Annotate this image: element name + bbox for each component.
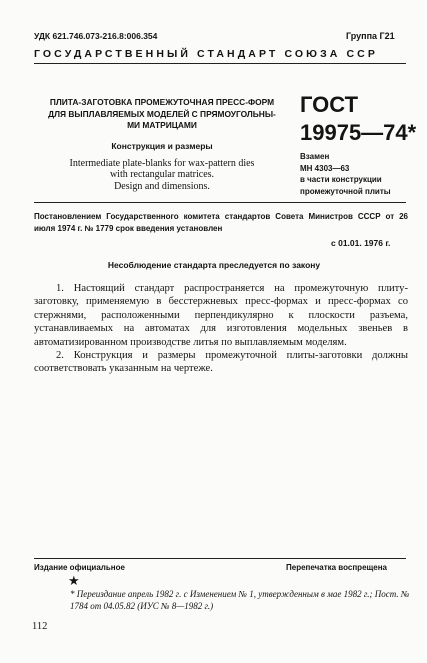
title-ru-line-1: ПЛИТА-ЗАГОТОВКА ПРОМЕЖУТОЧНАЯ ПРЕСС-ФОРМ bbox=[49, 97, 275, 107]
paragraph-1: 1. Настоящий стандарт распространяется на промежуточную плиту-заготовку, применяемую в бесстержневых пресс-формах и пресс-формах со стержнями, расположенными перпендикулярно к плоскости разъема, устанавливаемых на автоматах для изготовления модельных звеньев в автоматизированном производстве литья по выплавляемым моделям. bbox=[34, 283, 408, 348]
law-notice: Несоблюдение стандарта преследуется по закону bbox=[107, 260, 321, 270]
title-en bbox=[42, 158, 282, 193]
body-text bbox=[34, 282, 408, 376]
gost-label: ГОСТ bbox=[300, 92, 359, 117]
replace-note bbox=[300, 151, 410, 197]
paragraph-2: 2. Конструкция и размеры промежуточной плиты-заготовки должны соответствовать указанным на чертеже. bbox=[34, 350, 408, 375]
footer-divider bbox=[34, 558, 406, 559]
title-en-line-1: Intermediate plate-blanks for wax-pattern dies bbox=[69, 157, 255, 169]
page-number: 112 bbox=[32, 621, 48, 632]
header-divider bbox=[34, 63, 406, 64]
standard-title: ГОСУДАРСТВЕННЫЙ СТАНДАРТ СОЮЗА ССР bbox=[34, 48, 378, 60]
gost-number: 19975—74* bbox=[300, 120, 417, 145]
star-icon: ★ bbox=[68, 573, 80, 588]
replace-line-1: Взамен bbox=[300, 152, 330, 161]
group-code: Группа Г21 bbox=[346, 31, 395, 41]
title-ru-line-3: МИ МАТРИЦАМИ bbox=[127, 120, 197, 130]
title-ru-line-2: ДЛЯ ВЫПЛАВЛЯЕМЫХ МОДЕЛЕЙ С ПРЯМОУГОЛЬНЫ- bbox=[48, 108, 276, 119]
replace-line-4: промежуточной плиты bbox=[300, 186, 391, 196]
title-en-line-2: with rectangular matrices. bbox=[109, 169, 215, 180]
introduction-date: с 01.01. 1976 г. bbox=[331, 238, 391, 248]
replace-line-2: МН 4303—63 bbox=[300, 163, 350, 173]
title-en-line-3: Design and dimensions. bbox=[114, 180, 210, 192]
title-ru-subtitle: Конструкция и размеры bbox=[111, 140, 213, 151]
section-divider bbox=[34, 202, 406, 203]
title-block bbox=[42, 97, 282, 192]
reissue-footnote: * Переиздание апрель 1982 г. с Изменением № 1, утвержденным в мае 1982 г.; Пост. № 1784 от 04.05.82 (ИУС № 8—1982 г.) bbox=[70, 589, 410, 611]
reprint-prohibited: Перепечатка воспрещена bbox=[286, 563, 387, 572]
udk-code: УДК 621.746.073-216.8:006.354 bbox=[34, 31, 158, 41]
official-edition: Издание официальное bbox=[34, 563, 125, 572]
replace-line-3: в части конструкции bbox=[300, 175, 382, 184]
gost-block bbox=[300, 92, 417, 197]
decree-text: Постановлением Государственного комитета стандартов Совета Министров СССР от 26 июля 1974 г. № 1779 срок введения установлен bbox=[34, 212, 408, 233]
